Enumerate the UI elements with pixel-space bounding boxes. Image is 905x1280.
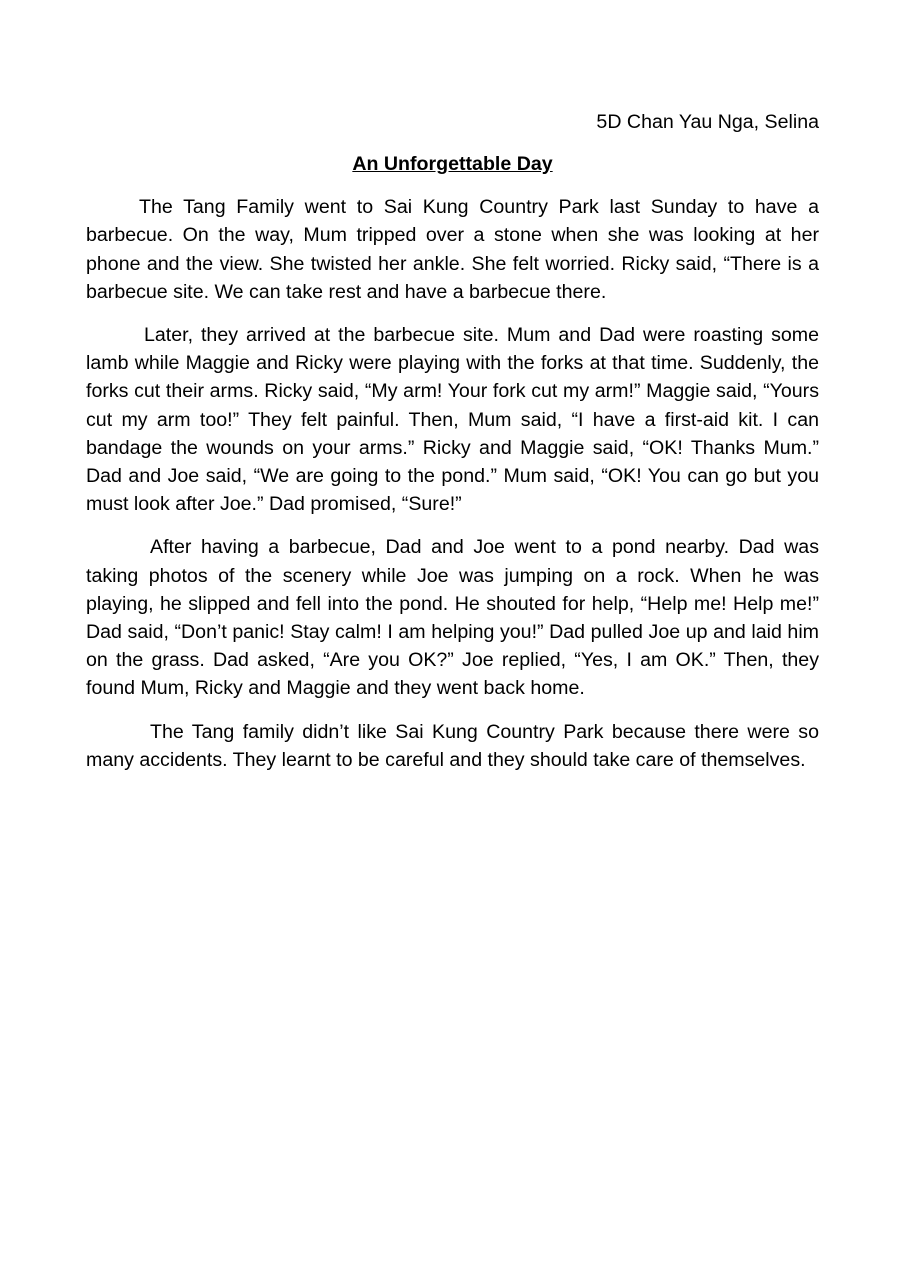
paragraph-4: The Tang family didn’t like Sai Kung Country Park because there were so many accidents. They learnt to be careful and they should take care of themselves. xyxy=(86,720,819,771)
paragraph-1: The Tang Family went to Sai Kung Country Park last Sunday to have a barbecue. On the way, Mum tripped over a stone when she was looking at her phone and the view. She twisted her ankle. She felt worried. Ricky said, “There is a barbecue site. We can take rest and have a barbecue there. xyxy=(86,196,819,303)
author-line: 5D Chan Yau Nga, Selina xyxy=(596,111,819,133)
paragraph-3: After having a barbecue, Dad and Joe went to a pond nearby. Dad was taking photos of the scenery while Joe was jumping on a rock. When he was playing, he slipped and fell into the pond. He shouted for help, “Help me! Help me!” Dad said, “Don’t panic! Stay calm! I am helping you!” Dad pulled Joe up and laid him on the grass. Dad asked, “Are you OK?” Joe replied, “Yes, I am OK.” Then, they found Mum, Ricky and Maggie and they went back home. xyxy=(86,536,819,700)
essay-page xyxy=(86,108,819,789)
paragraph-2: Later, they arrived at the barbecue site. Mum and Dad were roasting some lamb while Maggie and Ricky were playing with the forks at that time. Suddenly, the forks cut their arms. Ricky said, “My arm! Your fork cut my arm!” Maggie said, “Yours cut my arm too!” They felt painful. Then, Mum said, “I have a first-aid kit. I can bandage the wounds on your arms.” Ricky and Maggie said, “OK! Thanks Mum.” Dad and Joe said, “We are going to the pond.” Mum said, “OK! You can go but you must look after Joe.” Dad promised, “Sure!” xyxy=(86,324,819,516)
essay-title: An Unforgettable Day xyxy=(352,153,553,176)
